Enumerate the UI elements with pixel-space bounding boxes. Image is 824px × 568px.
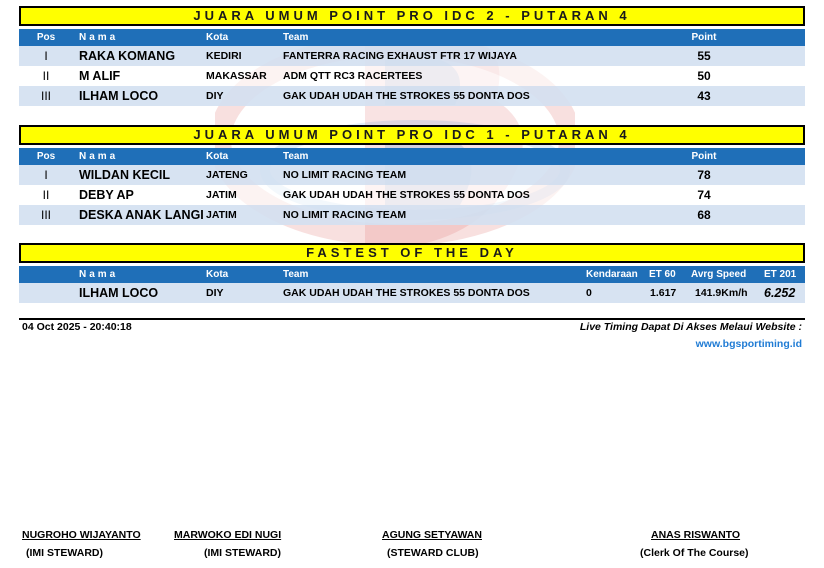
row-team: FANTERRA RACING EXHAUST FTR 17 WIJAYA: [283, 50, 517, 62]
row-team: GAK UDAH UDAH THE STROKES 55 DONTA DOS: [283, 189, 530, 201]
row-nama: WILDAN KECIL: [79, 168, 170, 182]
live-timing-text: Live Timing Dapat Di Akses Melaui Website :: [579, 321, 802, 333]
header-team: Team: [283, 151, 309, 162]
signature-role: (STEWARD CLUB): [387, 547, 479, 559]
header-et60: ET 60: [649, 269, 676, 280]
footer-divider: [19, 318, 805, 320]
signature-block: [382, 529, 482, 559]
header-team: Team: [283, 269, 309, 280]
row-pos: II: [42, 69, 50, 83]
header-kota: Kota: [206, 32, 229, 43]
row-nama: DEBY AP: [79, 188, 134, 202]
signature-block: [22, 529, 141, 559]
header-pos: Pos: [36, 32, 56, 43]
table-row: [19, 165, 805, 185]
row-point: 68: [697, 208, 711, 222]
header-pos: Pos: [36, 151, 56, 162]
row-pos: II: [42, 188, 50, 202]
table-row: [19, 205, 805, 225]
section-title: JUARA UMUM POINT PRO IDC 2 - PUTARAN 4: [19, 6, 805, 26]
row-point: 78: [697, 168, 711, 182]
signature-name: NUGROHO WIJAYANTO: [22, 529, 141, 541]
row-point: 74: [697, 188, 711, 202]
table-row: [19, 185, 805, 205]
row-team: ADM QTT RC3 RACERTEES: [283, 70, 423, 82]
header-et201: ET 201: [764, 269, 797, 280]
row-et60: 1.617: [650, 287, 677, 299]
row-team: NO LIMIT RACING TEAM: [283, 209, 407, 221]
row-team: NO LIMIT RACING TEAM: [283, 169, 407, 181]
header-team: Team: [283, 32, 309, 43]
row-et201: 6.252: [764, 286, 796, 300]
header-nama: Nama: [79, 269, 119, 280]
table-row: [19, 283, 805, 303]
row-pos: III: [40, 208, 51, 222]
signature-name: AGUNG SETYAWAN: [382, 529, 482, 541]
signature-role: (Clerk Of The Course): [640, 547, 749, 559]
table-row: [19, 66, 805, 86]
header-kota: Kota: [206, 151, 229, 162]
signature-role: (IMI STEWARD): [26, 547, 103, 559]
header-nama: Nama: [79, 151, 119, 162]
row-kota: JATENG: [206, 169, 248, 181]
table-header: [19, 266, 805, 283]
row-pos: I: [44, 168, 48, 182]
signature-name: MARWOKO EDI NUGI: [174, 529, 282, 541]
table-header: [19, 148, 805, 165]
row-avrg-speed: 141.9Km/h: [695, 287, 748, 299]
row-team: GAK UDAH UDAH THE STROKES 55 DONTA DOS: [283, 287, 530, 299]
row-kendaraan: 0: [586, 287, 592, 299]
header-point: Point: [691, 32, 717, 43]
table-row: [19, 46, 805, 66]
section-title: FASTEST OF THE DAY: [19, 243, 805, 263]
row-point: 55: [697, 49, 711, 63]
section-fastest-of-the-day: [19, 243, 805, 303]
section-title: JUARA UMUM POINT PRO IDC 1 - PUTARAN 4: [19, 125, 805, 145]
row-nama: ILHAM LOCO: [79, 89, 159, 103]
row-point: 43: [697, 89, 711, 103]
row-pos: I: [44, 49, 48, 63]
row-nama: ILHAM LOCO: [79, 286, 159, 300]
table-header: [19, 29, 805, 46]
header-nama: Nama: [79, 32, 119, 43]
row-point: 50: [697, 69, 711, 83]
row-nama: M ALIF: [79, 69, 121, 83]
row-kota: MAKASSAR: [206, 70, 267, 82]
row-nama: DESKA ANAK LANGI: [79, 208, 204, 222]
header-point: Point: [691, 151, 717, 162]
signature-name: ANAS RISWANTO: [651, 529, 741, 541]
table-row: [19, 86, 805, 106]
timestamp: 04 Oct 2025 - 20:40:18: [22, 321, 132, 333]
row-kota: KEDIRI: [206, 50, 242, 62]
row-kota: JATIM: [206, 209, 237, 221]
section-pro-idc-1: [19, 125, 805, 225]
section-pro-idc-2: [19, 6, 805, 106]
row-pos: III: [40, 89, 51, 103]
signature-block: [640, 529, 749, 559]
header-kendaraan: Kendaraan: [586, 269, 638, 280]
header-kota: Kota: [206, 269, 229, 280]
row-kota: DIY: [206, 90, 224, 102]
website-link[interactable]: www.bgsportiming.id: [695, 338, 802, 350]
signature-role: (IMI STEWARD): [204, 547, 281, 559]
header-avrg-speed: Avrg Speed: [691, 269, 747, 280]
row-nama: RAKA KOMANG: [79, 49, 176, 63]
row-kota: JATIM: [206, 189, 237, 201]
signature-block: [174, 529, 281, 559]
row-kota: DIY: [206, 287, 224, 299]
row-team: GAK UDAH UDAH THE STROKES 55 DONTA DOS: [283, 90, 530, 102]
